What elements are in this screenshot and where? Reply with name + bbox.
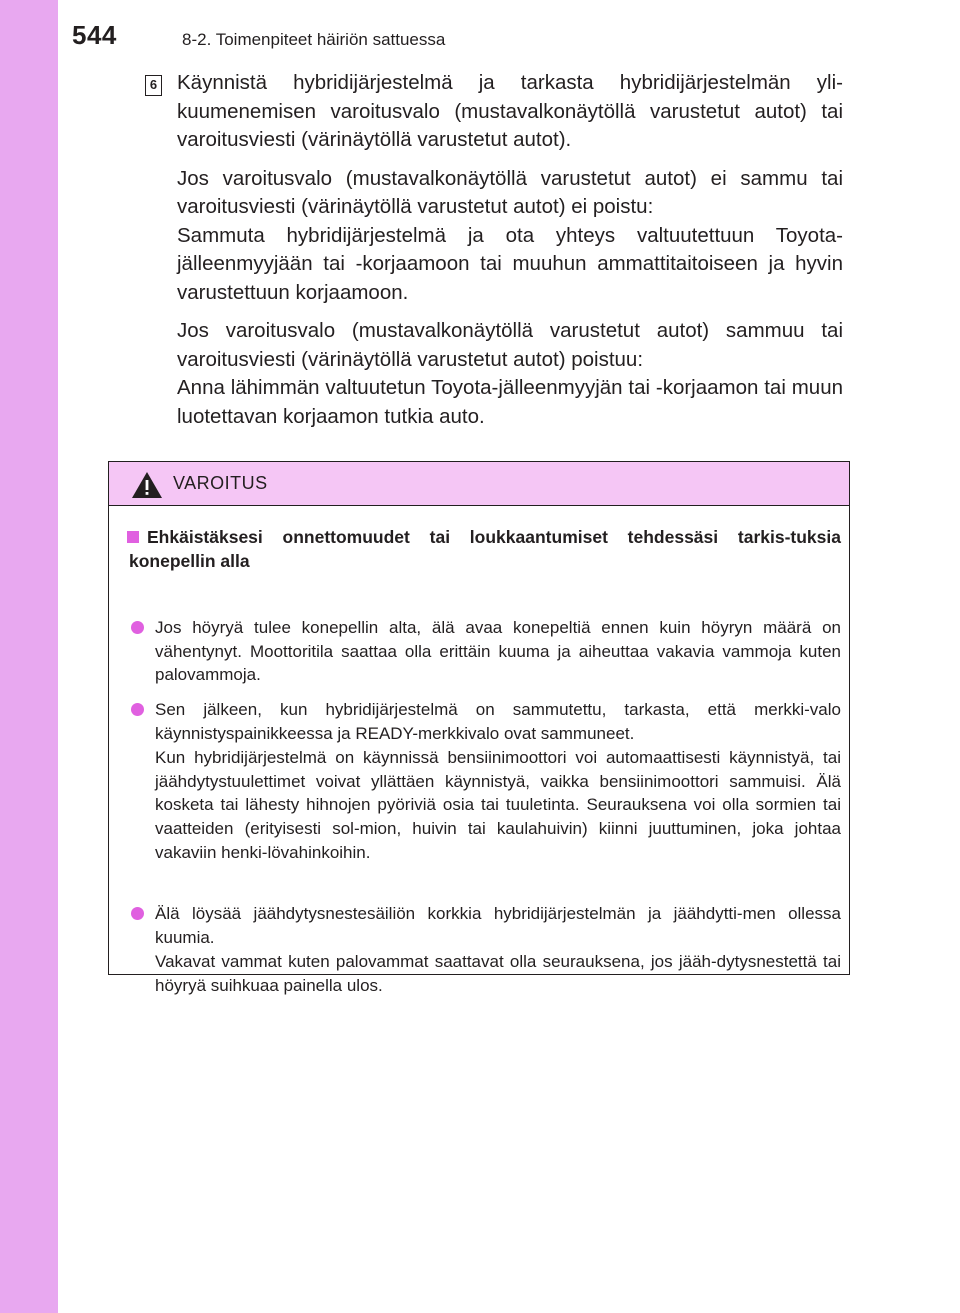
warning-bullet-continuation: Kun hybridijärjestelmä on käynnissä bensiinimoottori voi automaattisesti käynnistyä, tai jäähdytystuulettimet voivat yllättäen käynnistyä, vaikka bensiinimoottori sammuisi. Älä kosketa tai lähesty hihnojen pyöriviä osia tai tuuletinta. Seurauksena voi olla sormien tai vaatteiden (erityisesti sol-mion, huivin tai kaulahuivin) kiinni juuttuminen, joka johtaa vakaviin henki-lövahinkoihin. <box>155 748 841 862</box>
warning-bullet-continuation: Vakavat vammat kuten palovammat saattavat olla seurauksena, jos jääh-dytysnestettä tai höyryä suihkuaa painella ulos. <box>155 952 841 995</box>
side-band <box>0 0 58 1313</box>
warning-bullet: Jos höyryä tulee konepellin alta, älä avaa konepeltiä ennen kuin höyryn määrä on vähentynyt. Moottoritila saattaa olla erittäin kuuma ja aiheuttaa vakavia vammoja kuten palovammoja. <box>131 616 841 687</box>
step-paragraph: Käynnistä hybridijärjestelmä ja tarkasta hybridijärjestelmän yli-kuumenemisen varoitusvalo (mustavalkonäytöllä varustetut autot) tai varoitusviesti (värinäytöllä varustetut autot). <box>177 71 843 151</box>
step-number-badge: 6 <box>145 75 162 96</box>
warning-title: VAROITUS <box>173 473 268 493</box>
warning-header <box>109 462 849 506</box>
round-bullet-icon <box>131 703 144 716</box>
warning-box <box>108 461 850 995</box>
page-number: 544 <box>72 20 117 50</box>
square-bullet-icon <box>127 531 139 543</box>
warning-bullet: Sen jälkeen, kun hybridijärjestelmä on sammutettu, tarkasta, että merkki-valo käynnistyspainikkeessa ja READY-merkkivalo ovat sammuneet. <box>131 698 841 745</box>
step-paragraph: Anna lähimmän valtuutetun Toyota-jälleenmyyjän tai -korjaamon tai muun luotettavan korjaamon tutkia auto. <box>177 376 843 428</box>
step-paragraph: Jos varoitusvalo (mustavalkonäytöllä varustetut autot) ei sammu tai varoitusviesti (värinäytöllä varustetut autot) ei poistu: <box>177 166 843 218</box>
round-bullet-icon <box>131 621 144 634</box>
round-bullet-icon <box>131 907 144 920</box>
step-paragraph: Jos varoitusvalo (mustavalkonäytöllä varustetut autot) sammuu tai varoitusviesti (värinäytöllä varustetut autot) poistuu: <box>177 319 843 371</box>
step-paragraph: Sammuta hybridijärjestelmä ja ota yhteys valtuutettuun Toyota-jälleenmyyjään tai -korjaamoon tai muuhun ammattitaitoiseen ja hyvin varustettuun korjaamoon. <box>177 223 843 304</box>
warning-bullet: Älä löysää jäähdytysnestesäiliön korkkia hybridijärjestelmän ja jäähdytti-men ollessa kuumia. <box>131 902 841 949</box>
section-title: 8-2. Toimenpiteet häiriön sattuessa <box>182 30 446 49</box>
warning-triangle-icon <box>131 471 163 499</box>
step-body <box>177 69 843 441</box>
warning-heading: Ehkäistäksesi onnettomuudet tai loukkaantumiset tehdessäsi tarkis-tuksia konepellin alla <box>129 527 841 571</box>
